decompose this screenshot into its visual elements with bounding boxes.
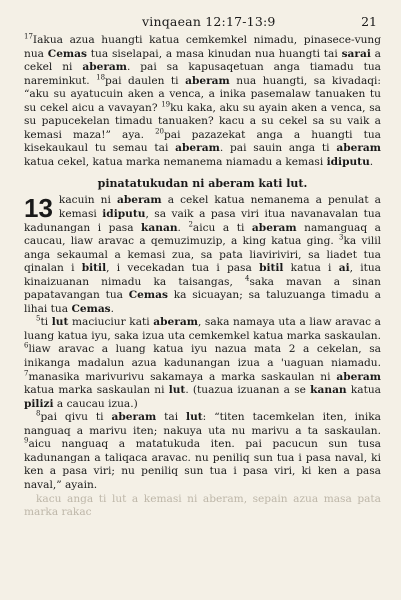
verse-number: 7 <box>24 369 29 378</box>
verse-number: 19 <box>161 100 171 109</box>
verse-text: . (tuazua izuanan a se <box>185 384 311 397</box>
verse-text: pai daulen ti <box>105 74 186 87</box>
verse-text: katua <box>346 384 381 397</box>
verse-text: , i vecekadan tua i pasa <box>106 262 260 275</box>
bold-name: aberam <box>175 142 220 155</box>
verse-text: nua huangti, sa kivadaqi: “aku su ayatucuin aken a venca, a inika pasemalaw tanuaken tu su cekel aicu a vavayan? <box>24 74 381 114</box>
bold-name: pilizi <box>24 397 54 410</box>
verse-text: tai <box>156 411 187 424</box>
verse-text: tua siselapai, a masa kinudan nua huangti tai <box>86 47 342 60</box>
verse-number: 8 <box>36 409 41 418</box>
verse-text: . pai sauin anga ti <box>219 142 337 155</box>
verse-number: 9 <box>24 436 29 445</box>
verse-text: ka vilil anga sekaumal a kemasi zua, sa pata liaviriviri, sa liadet tua qinalan i <box>24 235 382 275</box>
verse-text: katua marka saskaulan ni <box>24 384 169 397</box>
bold-name: aberam <box>116 194 162 207</box>
show-through-text: kacu anga ti lut a kemasi ni aberam, sepain azua masa pata marka rakac <box>24 492 381 519</box>
verse-text: ka sicuayan; sa taluzuanga timadu a lihai tua <box>24 289 381 315</box>
bold-name: lut <box>168 384 186 397</box>
verse-number: 17 <box>24 32 33 41</box>
bold-name: idiputu <box>326 155 370 168</box>
verse-text: pai qivu ti <box>40 411 112 424</box>
verse-text: katua cekel, katua marka nemanema niamadu a kemasi <box>24 155 327 168</box>
verse-text: maciuciur kati <box>68 316 154 329</box>
paragraph-ch12-v17-20 <box>24 34 381 169</box>
bold-name: Cemas <box>47 47 87 60</box>
paragraph-ch13-v1-4 <box>24 194 381 316</box>
section-heading: pinatatukudan ni aberam kati lut. <box>97 177 308 191</box>
bold-name: bitil <box>81 262 107 275</box>
verse-text: . <box>177 221 189 234</box>
bold-name: idiputu <box>102 208 146 221</box>
verse-text: a cekel ni <box>24 47 381 74</box>
verse-text: pai pazazekat anga a huangti tua kisekaukaul tu semau tai <box>24 128 381 155</box>
verse-text: , itua kinaizuanan nimadu ka taisangas, <box>24 262 381 288</box>
verse-text: . pai sa kapusaqetuan anga tiamadu tua nareminkut. <box>24 61 381 87</box>
bold-name: ai <box>338 262 350 275</box>
page-header <box>24 12 381 34</box>
bold-name: aberam <box>336 370 381 383</box>
verse-number: 18 <box>96 73 106 82</box>
verse-text: Iakua azua huangti katua cemkemkel nimadu, pinasece-vung nua <box>24 34 381 60</box>
verse-text: manasika marivurivu sakamaya a marka saskaulan ni <box>28 370 337 383</box>
page-number: 21 <box>361 14 377 29</box>
verse-text: namanguaq a caucau, liaw aravac a qemuzimuzip, a king katua ging. <box>24 221 381 248</box>
bold-name: aberam <box>111 411 157 424</box>
bold-name: lut <box>186 411 203 424</box>
verse-number: 20 <box>155 127 165 136</box>
verse-text: , sa vaik a pasa viri itua navanavalan tua kadunangan i pasa <box>24 208 381 234</box>
paragraph-ch13-v5-7 <box>24 316 381 411</box>
bold-name: aberam <box>82 61 127 74</box>
bold-name: lut <box>51 316 69 329</box>
verse-text: aicu a ti <box>192 221 252 234</box>
bold-name: kanan <box>310 384 347 397</box>
verse-text: . <box>369 155 374 168</box>
verse-text: ti <box>40 316 52 329</box>
verse-text: . <box>110 302 115 315</box>
verse-number: 6 <box>24 341 29 350</box>
bold-name: Cemas <box>128 289 168 302</box>
verse-text: liaw aravac a luang katua iyu nazua mata 2 a cekelan, sa inikanga madalun azua kadunangan izua a 'uaguan niamadu. <box>24 343 381 370</box>
verse-text: katua i <box>283 262 339 275</box>
verse-text: : “titen tacemkelan iten, inika nanguaq a marivu iten; nakuya uta nu marivu a ta saskaulan. <box>24 411 381 437</box>
running-head: vinqaean 12:17-13:9 <box>142 14 276 29</box>
bold-name: aberam <box>153 316 198 329</box>
verse-text: ku kaka, aku su ayain aken a venca, sa su papucekelan timadu tanuaken? kacu a su cekel sa su vaik a kemasi maza!” aya. <box>24 101 381 141</box>
bold-name: aberam <box>251 221 297 234</box>
verse-number: 4 <box>244 274 250 283</box>
verse-text: , saka namaya uta a liaw aravac a luang katua iyu, saka izua uta cemkemkel katua marka saskaulan. <box>24 316 381 342</box>
verse-text: aicu nanguaq a matatukuda iten. pai pacucun sun tusa kadunangan a taliqaca aravac. nu peniliq sun tua i pasa naval, ki ken a pasa viri; nu peniliq sun tua i pasa viri, ki ken a pasa naval,” ayain. <box>24 438 381 491</box>
bold-name: sarai <box>341 47 371 60</box>
bold-name: Cemas <box>71 302 111 315</box>
bold-name: bitil <box>259 262 284 275</box>
verse-number: 2 <box>188 220 193 229</box>
verse-number: 3 <box>339 233 344 242</box>
verse-text: saka mavan a sinan papatavangan tua <box>24 275 381 302</box>
verse-text: a caucau izua.) <box>53 397 138 410</box>
verse-number: 5 <box>36 314 41 323</box>
bold-name: kanan <box>141 221 178 234</box>
verse-text: a cekel katua nemanema a penulat a kemasi <box>58 194 381 221</box>
bold-name: aberam <box>185 74 230 87</box>
paragraph-ch13-v8-9 <box>24 411 381 492</box>
bold-name: aberam <box>336 142 382 155</box>
chapter-number: 13 <box>24 193 53 224</box>
verse-text: kacuin ni <box>58 194 117 207</box>
